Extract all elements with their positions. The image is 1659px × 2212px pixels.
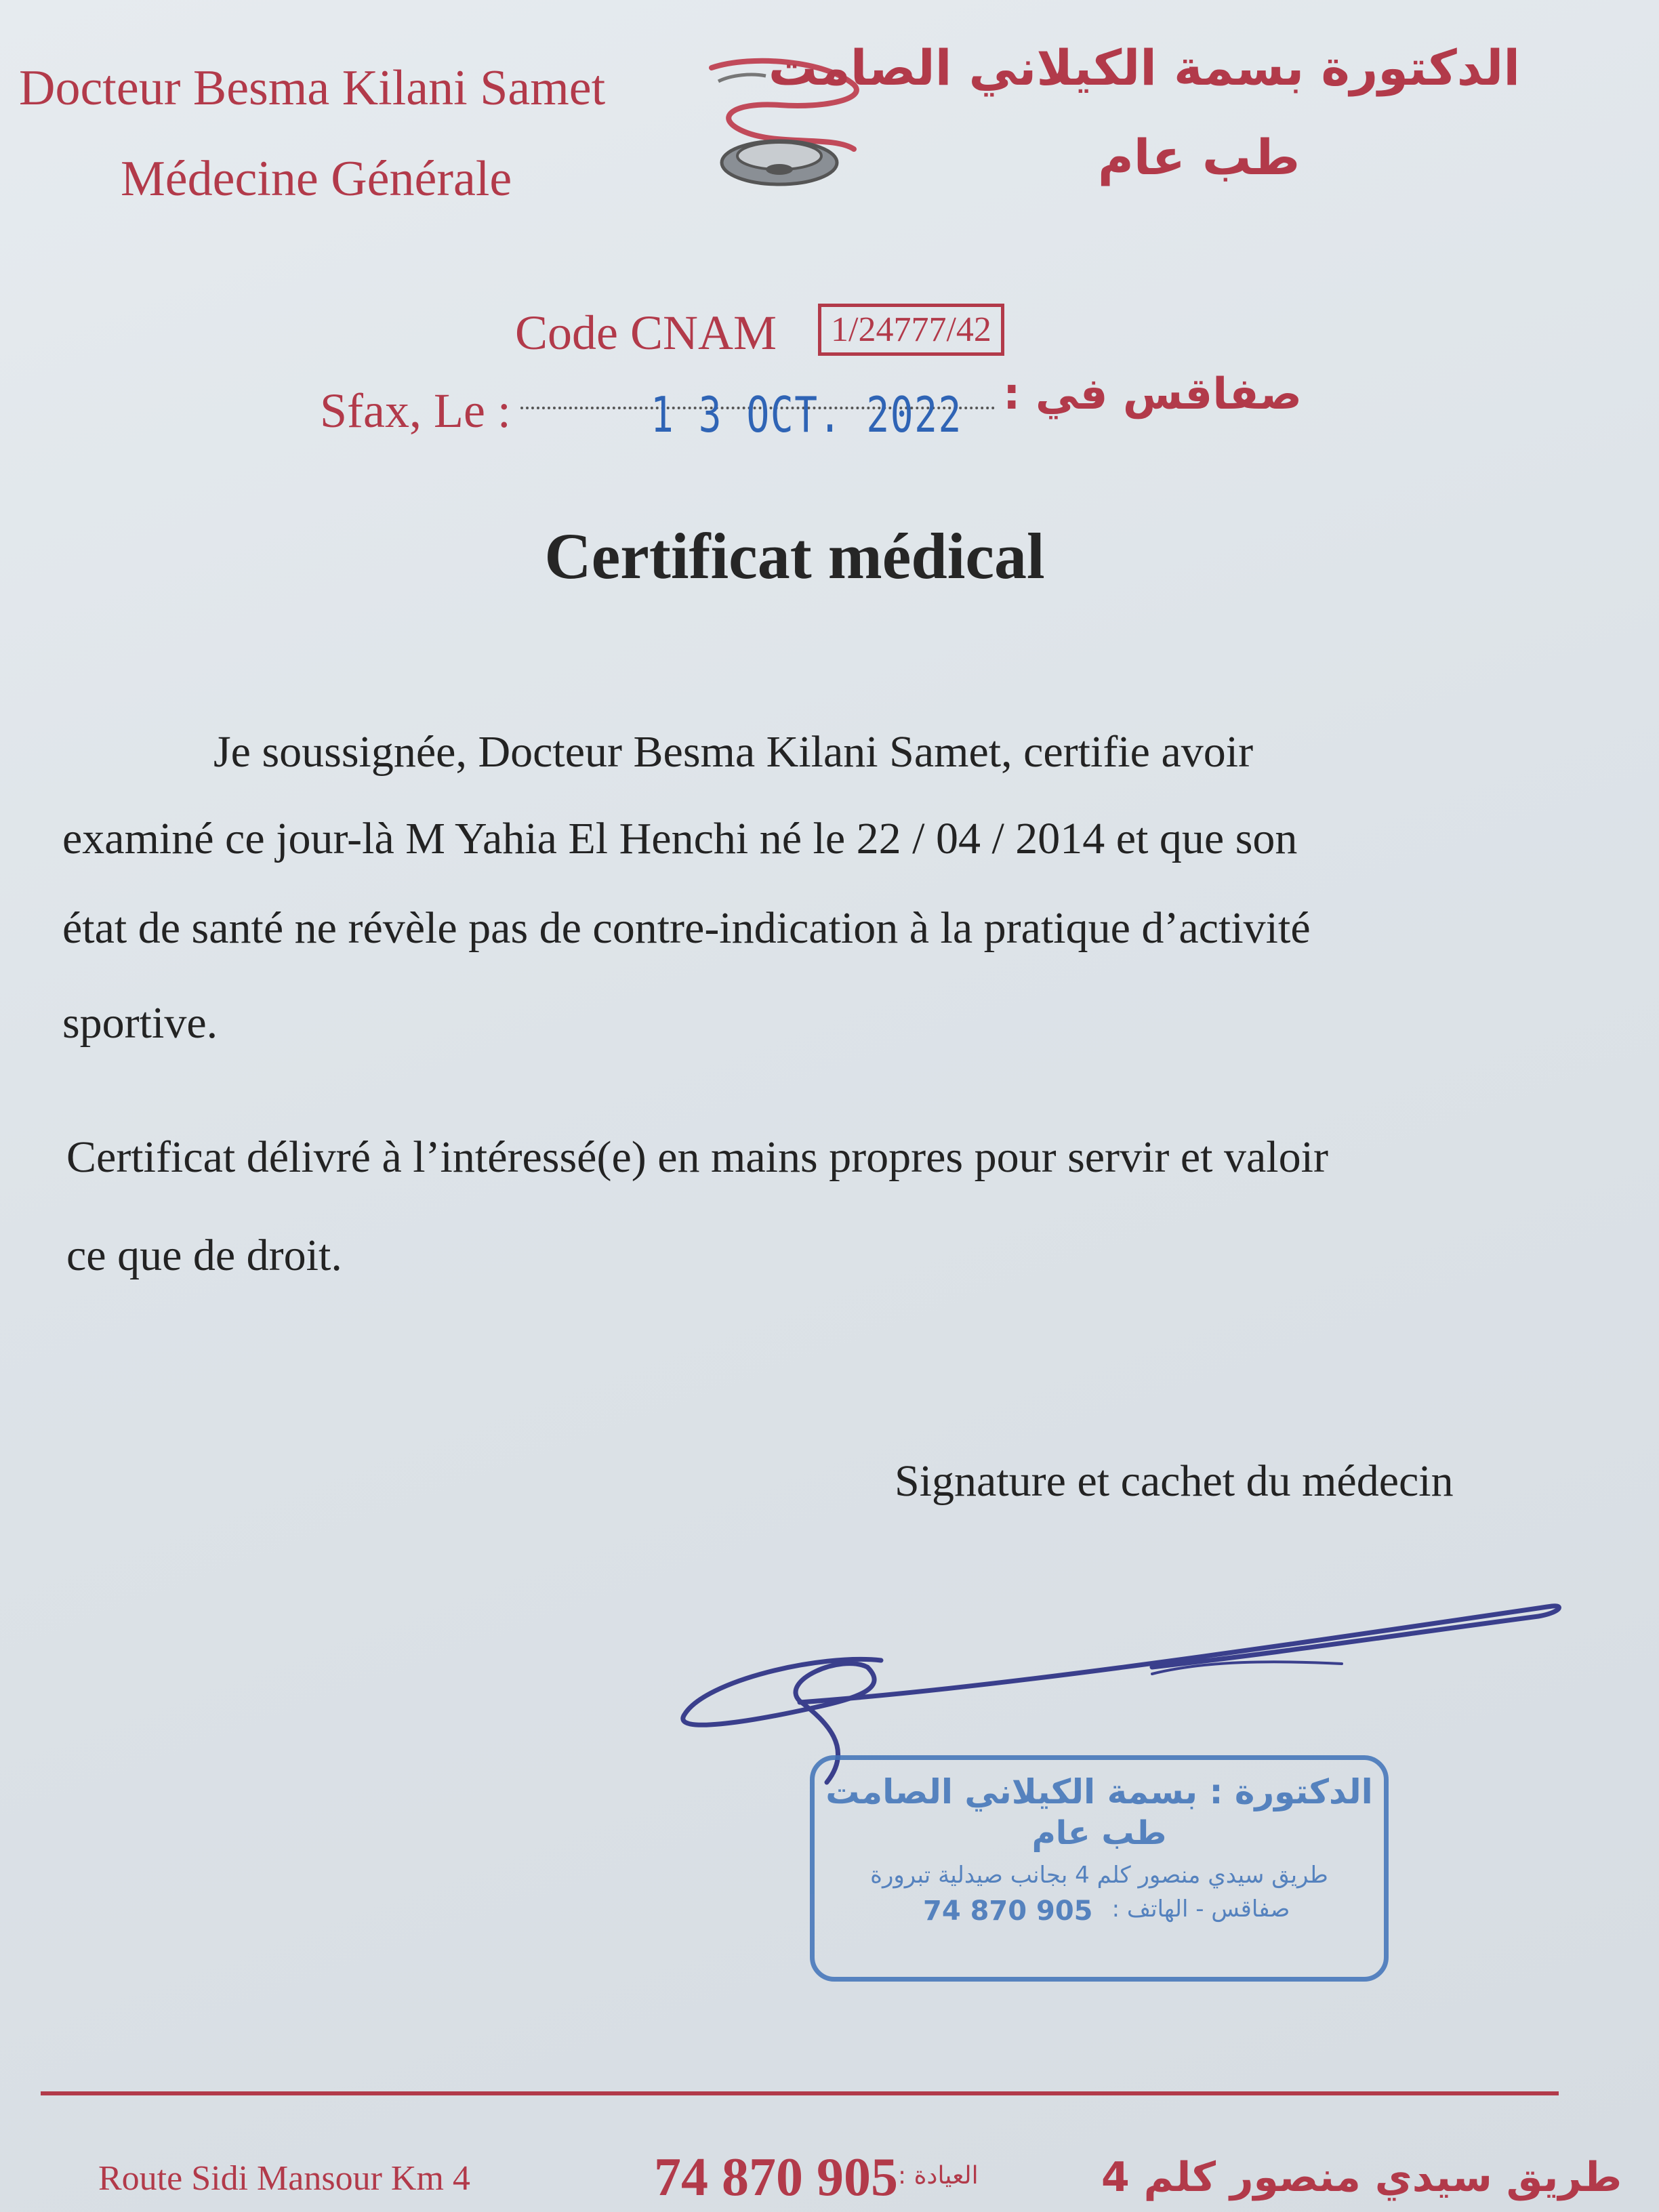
body-p1-line4: sportive.	[62, 998, 218, 1048]
doctor-name-fr: Docteur Besma Kilani Samet	[19, 60, 606, 116]
body-p1-line1: Je soussignée, Docteur Besma Kilani Samet, certifie avoir	[213, 727, 1254, 777]
footer-phone: 74 870 905	[654, 2148, 898, 2207]
body-p1-line2: examiné ce jour-là M Yahia El Henchi né le 22 / 04 / 2014 et que son	[62, 814, 1298, 863]
stamp-phone: 74 870 905	[923, 1896, 1093, 1927]
date-stamp: 1 3 OCT. 2022	[651, 386, 962, 443]
footer-phone-label-ar: العيادة :	[898, 2162, 979, 2190]
body-p1-line3: état de santé ne révèle pas de contre-indication à la pratique d’activité	[62, 903, 1311, 953]
body-p2-line2: ce que de droit.	[66, 1231, 342, 1280]
date-label-fr: Sfax, Le :	[320, 384, 511, 438]
stamp-specialty: طب عام	[1031, 1814, 1167, 1852]
specialty-ar: طب عام	[1098, 129, 1300, 186]
body-p2-line1: Certificat délivré à l’intéressé(e) en mains propres pour servir et valoir	[66, 1132, 1328, 1182]
stamp-address: طريق سيدي منصور كلم 4 بجانب صيدلية تبرورة	[870, 1862, 1328, 1889]
signature-label: Signature et cachet du médecin	[895, 1456, 1454, 1506]
doctor-name-ar: الدكتورة بسمة الكيلاني الصامت	[768, 39, 1520, 96]
document-title: Certificat médical	[544, 520, 1045, 592]
stamp-city: صفاقس - الهاتف :	[1111, 1896, 1290, 1923]
cnam-label: Code CNAM	[515, 306, 777, 360]
specialty-fr: Médecine Générale	[121, 151, 512, 207]
doctor-stamp	[810, 1755, 1389, 1982]
footer-address-fr: Route Sidi Mansour Km 4	[98, 2159, 470, 2198]
date-label-ar: صفاقس في :	[1003, 369, 1303, 419]
footer-address-ar: طريق سيدي منصور كلم 4	[1101, 2154, 1622, 2201]
footer-divider	[41, 2091, 1559, 2095]
cnam-code: 1/24777/42	[818, 304, 1004, 356]
stamp-doctor-name: الدكتورة : بسمة الكيلاني الصامت	[825, 1772, 1373, 1811]
